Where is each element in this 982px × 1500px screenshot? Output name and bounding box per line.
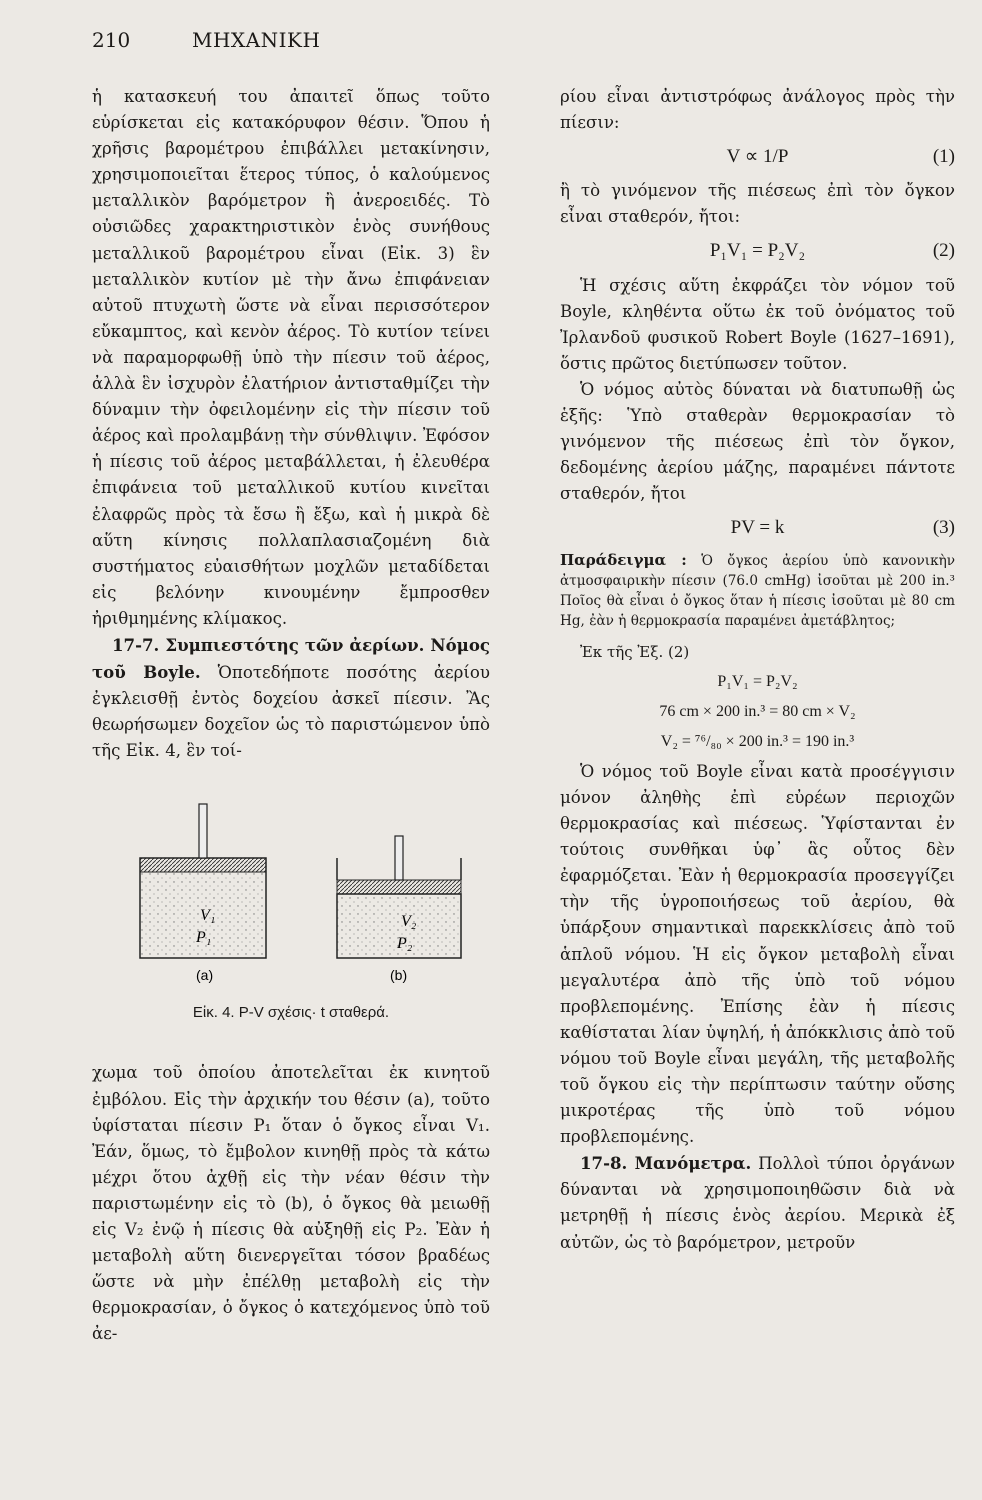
example-equation-1: P₁V₁ = P₂V₂ (717, 672, 798, 690)
equation-2: P₁V₁ = P₂V₂ (2) (560, 238, 955, 264)
example-block (560, 550, 955, 631)
paragraph: ἡ κατασκευή του ἀπαιτεῖ ὅπως τοῦτο εὑρίσκεται εἰς κατακόρυφον θέσιν. Ὅπου ἡ χρῆσις βαρομέτρου ἐπιβάλλει μετακίνησιν, χρησιμοποιεῖται ἕτερος τύπος, ὁ καλούμενος μεταλλικὸν βαρόμετρον ἢ ἀνεροειδές. Τὸ οὐσιῶδες χαρακτηριστικὸν ἑνὸς συνήθους μεταλλικοῦ βαρομέτρου εἶναι (Εἰκ. 3) ἓν μεταλλικὸν κυτίον μὲ τὴν ἄνω ἐπιφάνειαν αὐτοῦ πτυχωτὴ ὥστε νὰ εἶναι περισσότερον εὔκαμπτος, καὶ κενὸν ἀέρος. Τὸ κυτίον τείνει νὰ παραμορφωθῇ ὑπὸ τὴν πίεσιν τοῦ ἀέρος, ἀλλὰ ἓν ἰσχυρὸν ἐλατήριον ἀντισταθμίζει τὴν δύναμιν τὴν ὀφειλομένην εἰς τὴν πίεσιν τοῦ ἀέρος καὶ προλαμβάνῃ τὴν σύνθλιψιν. Ἐφόσον ἡ πίεσις τοῦ ἀέρος μεταβάλλεται, ἡ ἐλευθέρα ἐπιφάνεια τοῦ μεταλλικοῦ κυτίου κινεῖται ἐλαφρῶς πρὸς τὰ ἔσω ἢ ἔξω, καὶ ἡ μικρὰ δὲ αὕτη κίνησις πολλαπλασιαζομένη διὰ συστήματος εὐαισθήτων μοχλῶν μεταδίδεται εἰς βελόνην κινουμένην ἔμπροσθεν ἠριθμημένης κλίμακος. (92, 87, 490, 628)
section-17-7 (92, 632, 490, 764)
tag-b: (b) (390, 967, 408, 984)
section-heading: 17-8. Μανόμετρα. (580, 1153, 752, 1174)
example-text: Ὁ ὄγκος ἀερίου ὑπὸ κανονικὴν ἀτμοσφαιρικὴν πίεσιν (76.0 cmHg) ἰσοῦται μὲ 200 in.³ Ποῖος θὰ εἶναι ὁ ὄγκος ὅταν ἡ πίεσις ἰσοῦται μὲ 80 cm Hg, ἐὰν ἡ θερμοκρασία παραμένει ἀμετάβλητος; (560, 552, 955, 629)
left-column (92, 84, 490, 1347)
piston-rod-b (395, 836, 403, 880)
piston-b (337, 880, 461, 894)
piston-a (140, 858, 266, 872)
right-column (560, 84, 955, 1256)
page-number: 210 (92, 28, 131, 52)
label-v2: V₂ (401, 913, 417, 931)
example-equation-3: V₂ = ⁷⁶/₈₀ × 200 in.³ = 190 in.³ (660, 732, 855, 750)
figure-4 (92, 776, 490, 1026)
paragraph: Ἡ σχέσις αὕτη ἐκφράζει τὸν νόμον τοῦ Boyle, κληθέντα οὕτω ἐκ τοῦ ὀνόματος τοῦ Ἰρλανδοῦ φυσικοῦ Robert Boyle (1627–1691), ὅστις πρῶτος διετύπωσεν τοῦτον. (560, 275, 955, 373)
section-17-8 (560, 1150, 955, 1255)
tag-a: (a) (196, 967, 214, 984)
figure-caption: Εἰκ. 4. P-V σχέσις· t σταθερά. (192, 1004, 390, 1022)
paragraph: ρίου εἶναι ἀντιστρόφως ἀνάλογος πρὸς τὴν πίεσιν: (560, 87, 955, 133)
container-b (337, 836, 461, 983)
example-label: Παράδειγμα : (560, 550, 687, 569)
equation-number: (2) (932, 240, 955, 262)
paragraph: ἢ τὸ γινόμενον τῆς πιέσεως ἐπὶ τὸν ὄγκον εἶναι σταθερόν, ἤτοι: (560, 181, 955, 227)
equation-1: V ∝ 1/P (1) (560, 144, 955, 170)
label-p1: P₁ (196, 929, 212, 947)
piston-diagram (92, 776, 490, 986)
running-title: ΜΗΧΑΝΙΚΗ (192, 28, 321, 52)
equation-3: PV = k (3) (560, 515, 955, 541)
container-a (140, 804, 266, 983)
equation-number: (1) (932, 146, 955, 168)
paragraph: Ὁ νόμος αὐτὸς δύναται νὰ διατυπωθῇ ὡς ἑξῆς: Ὑπὸ σταθερὰν θερμοκρασίαν τὸ γινόμενον τῆς πιέσεως ἐπὶ τὸν ὄγκον, δεδομένης ἀερίου μάζης, παραμένει πάντοτε σταθερόν, ἤτοι (560, 379, 955, 504)
example-reference: Ἐκ τῆς Ἐξ. (2) (580, 642, 690, 661)
example-equation-2: 76 cm × 200 in.³ = 80 cm × V₂ (659, 702, 856, 720)
piston-rod-a (199, 804, 207, 858)
label-p2: P₂ (397, 935, 413, 953)
equation-number: (3) (932, 517, 955, 539)
section-text: Ὁποτεδήποτε ποσότης ἀερίου ἐγκλεισθῇ ἐντὸς δοχείου ἀσκεῖ πίεσιν. Ἂς θεωρήσωμεν δοχεῖον ὡς τὸ παριστώμενον ὑπὸ τῆς Εἰκ. 4, ἓν τοί- (92, 663, 490, 761)
section-text: Πολλοὶ τύποι ὀργάνων δύνανται νὰ χρησιμοποιηθῶσιν διὰ νὰ μετρηθῇ ἡ πίεσις ἑνὸς ἀερίου. Μερικὰ ἐξ αὐτῶν, ὡς τὸ βαρόμετρον, μετροῦν (560, 1154, 955, 1252)
paragraph: χωμα τοῦ ὁποίου ἀποτελεῖται ἐκ κινητοῦ ἐμβόλου. Εἰς τὴν ἀρχικήν του θέσιν (a), τοῦτο ὑφίσταται πίεσιν P₁ ὅταν ὁ ὄγκος εἶναι V₁. Ἐάν, ὅμως, τὸ ἔμβολον κινηθῇ πρὸς τὰ κάτω μέχρι ὅτου ἀχθῇ εἰς τὴν νέαν θέσιν τὴν παριστωμένην εἰς τὸ (b), ὁ ὄγκος θὰ μειωθῇ εἰς V₂ ἐνῷ ἡ πίεσις θὰ αὐξηθῇ εἰς P₂. Ἐὰν ἡ μεταβολὴ αὕτη διενεργεῖται τόσον βραδέως ὥστε νὰ μὴν ἐπέλθῃ μεταβολὴ εἰς τὴν θερμοκρασίαν, ὁ ὄγκος ὁ κατεχόμενος ὑπὸ τοῦ ἀε- (92, 1063, 490, 1344)
section-heading: 17-7. Συμπιεστότης τῶν ἀερίων. Νόμος τοῦ Boyle. (92, 634, 490, 683)
paragraph: Ὁ νόμος τοῦ Boyle εἶναι κατὰ προσέγγισιν μόνον ἀληθὴς ἐπὶ εὐρέων περιοχῶν θερμοκρασίας καὶ πιέσεως. Ὑφίστανται ἐν τούτοις συνθῆκαι ὑφ᾿ ἃς οὗτος δὲν ἐφαρμόζεται. Ἐὰν ἡ θερμοκρασία προσεγγίζει τὴν τῆς ὑγροποιήσεως τοῦ ἀερίου, θὰ ὑπάρξουν σημαντικαὶ παρεκκλίσεις ἀπὸ τοῦ ἁπλοῦ νόμου. Ἡ εἰς ὄγκον μεταβολὴ εἶναι μεγαλυτέρα ἀπὸ τῆς ὑπὸ τοῦ νόμου προβλεπομένης. Ἐπίσης ἐὰν ἡ πίεσις καθίσταται λίαν ὑψηλή, ἡ ἀπόκκλισις ἀπὸ τοῦ νόμου τοῦ Boyle εἶναι μεγάλη, τῆς μεταβολῆς τοῦ ὄγκου εἰς τὴν περίπτωσιν ταύτην οὔσης μικροτέρας τῆς ὑπὸ τοῦ νόμου προβλεπομένης. (560, 761, 955, 1147)
label-v1: V₁ (200, 907, 216, 925)
